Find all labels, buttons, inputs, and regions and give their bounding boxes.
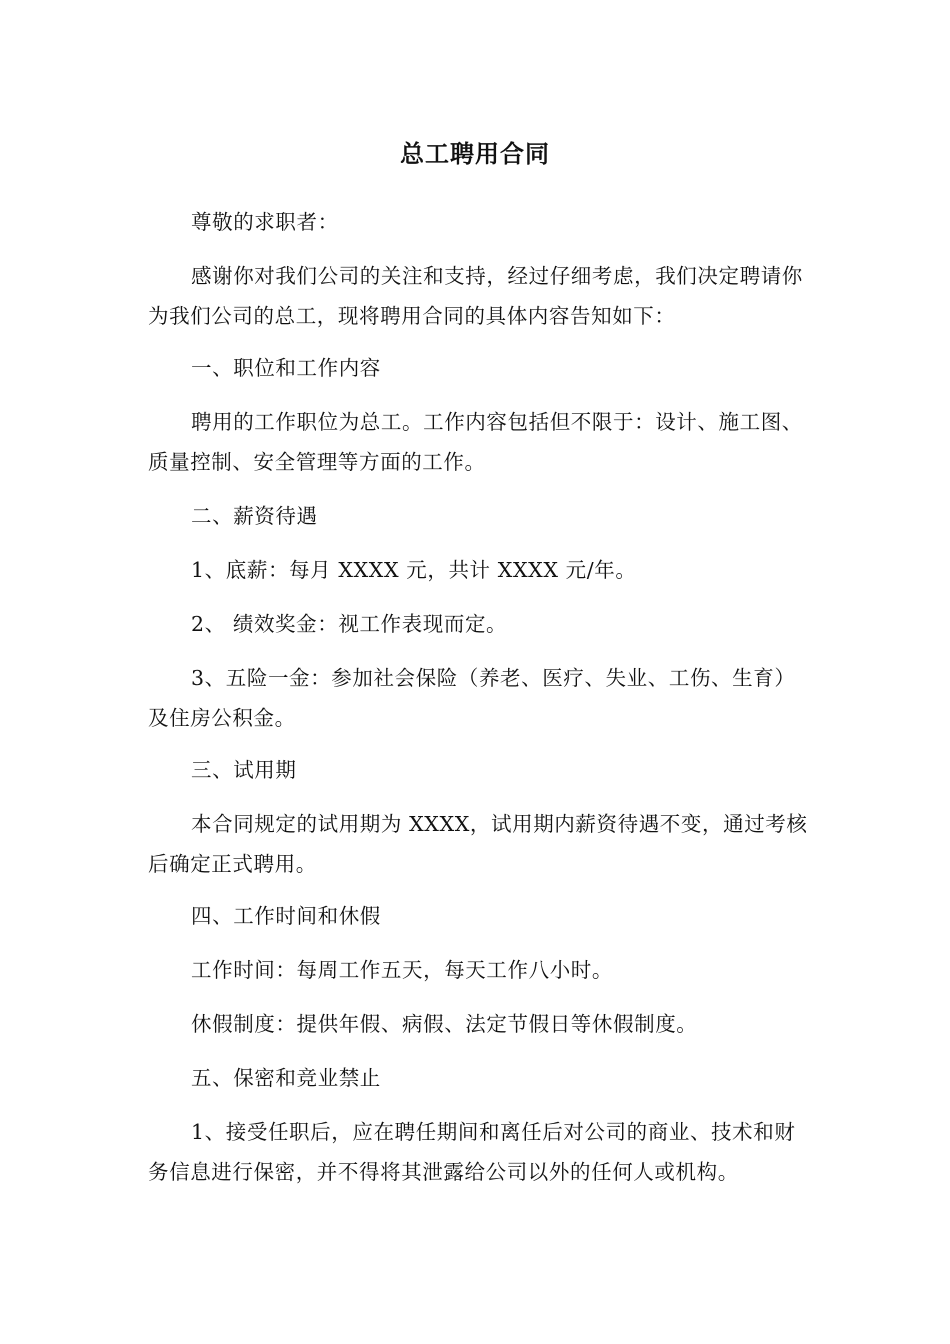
intro-paragraph: 感谢你对我们公司的关注和支持，经过仔细考虑，我们决定聘请你为我们公司的总工，现将聘用合同的具体内容告知如下： (148, 264, 803, 328)
document-title: 总工聘用合同 (400, 140, 550, 168)
section3-heading: 三、试用期 (191, 758, 297, 782)
section3-body: 本合同规定的试用期为 XXXX，试用期内薪资待遇不变，通过考核后确定正式聘用。 (148, 812, 808, 876)
section2-heading: 二、薪资待遇 (191, 504, 318, 528)
working-hours-paragraph: 工作时间：每周工作五天，每天工作八小时。 (191, 958, 613, 982)
confidentiality-item: 1、接受任职后，应在聘任期间和离任后对公司的商业、技术和财务信息进行保密，并不得将其泄露给公司以外的任何人或机构。 (148, 1120, 796, 1184)
leave-policy-paragraph: 休假制度：提供年假、病假、法定节假日等休假制度。 (191, 1012, 698, 1036)
section1-body: 聘用的工作职位为总工。工作内容包括但不限于：设计、施工图、质量控制、安全管理等方面的工作。 (148, 410, 803, 474)
section4-heading: 四、工作时间和休假 (191, 904, 381, 928)
section5-heading: 五、保密和竞业禁止 (191, 1066, 381, 1090)
section1-heading: 一、职位和工作内容 (191, 356, 381, 380)
salary-bonus-item: 2、 绩效奖金：视工作表现而定。 (191, 612, 508, 636)
social-insurance-item: 3、五险一金：参加社会保险（养老、医疗、失业、工伤、生育）及住房公积金。 (148, 666, 796, 730)
greeting-paragraph: 尊敬的求职者： (191, 210, 339, 234)
salary-base-item: 1、底薪：每月 XXXX 元，共计 XXXX 元/年。 (191, 558, 637, 582)
